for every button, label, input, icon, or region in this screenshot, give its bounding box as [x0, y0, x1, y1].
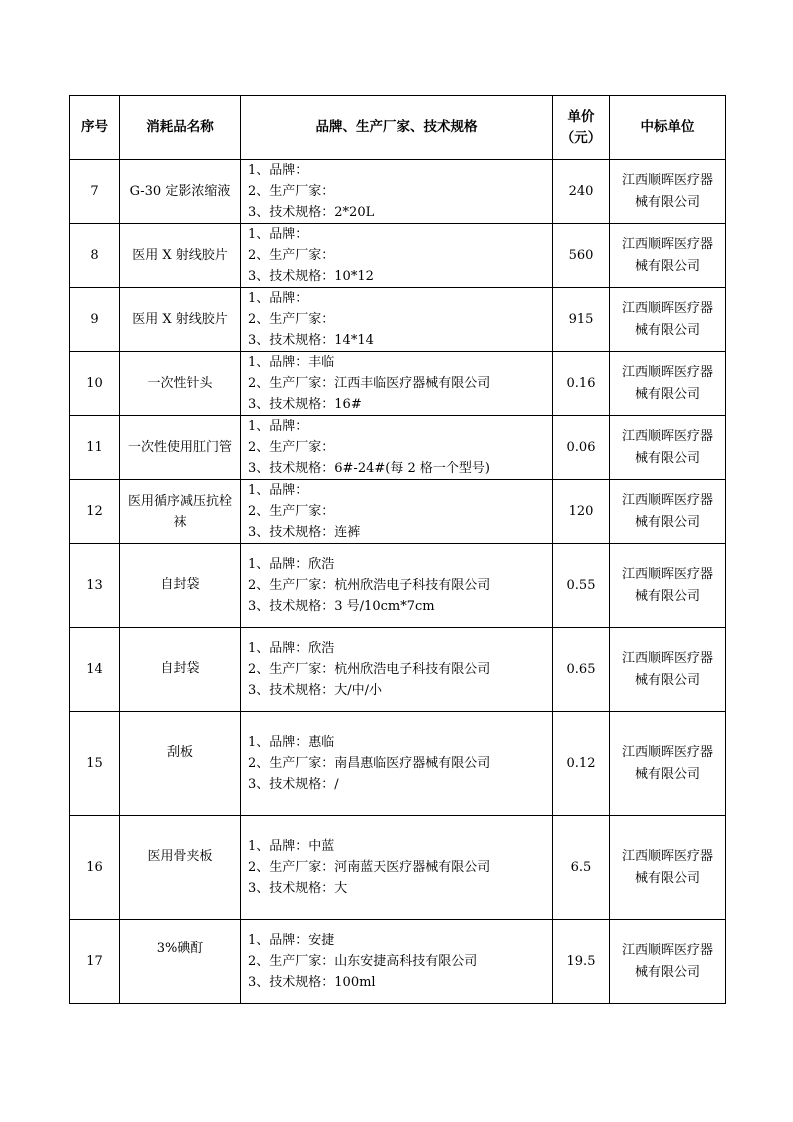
header-spec: 品牌、生产厂家、技术规格: [241, 96, 553, 160]
row-no: 14: [70, 628, 120, 712]
spec-maker: 2、生产厂家：: [248, 504, 335, 519]
spec-brand: 1、品牌：欣浩: [248, 557, 335, 572]
header-row: [70, 96, 726, 160]
spec-maker: 2、生产厂家：: [248, 440, 335, 455]
table-row: [70, 224, 726, 288]
row-spec: [241, 628, 553, 712]
row-price: 6.5: [553, 816, 610, 920]
spec-brand: 1、品牌：中蓝: [248, 839, 335, 854]
spec-brand: 1、品牌：丰临: [248, 355, 335, 370]
row-unit: 江西顺晖医疗器械有限公司: [610, 224, 726, 288]
row-no: 15: [70, 712, 120, 816]
row-name: 一次性使用肛门管: [120, 416, 241, 480]
spec-brand: 1、品牌：欣浩: [248, 641, 335, 656]
row-price: 0.16: [553, 352, 610, 416]
spec-tech: 3、技术规格：14*14: [248, 333, 374, 348]
row-price: 19.5: [553, 920, 610, 1004]
spec-tech: 3、技术规格：大/中/小: [248, 683, 383, 698]
row-no: 16: [70, 816, 120, 920]
spec-tech: 3、技术规格：大: [248, 881, 348, 896]
row-spec: [241, 480, 553, 544]
header-name: 消耗品名称: [120, 96, 241, 160]
row-price: 560: [553, 224, 610, 288]
spec-brand: 1、品牌：: [248, 163, 309, 178]
row-name: 医用骨夹板: [120, 816, 241, 920]
spec-brand: 1、品牌：: [248, 419, 309, 434]
row-name: 医用循序减压抗栓袜: [120, 480, 241, 544]
row-unit: 江西顺晖医疗器械有限公司: [610, 628, 726, 712]
table-row: [70, 160, 726, 224]
row-no: 13: [70, 544, 120, 628]
spec-maker: 2、生产厂家：江西丰临医疗器械有限公司: [248, 376, 491, 391]
row-unit: 江西顺晖医疗器械有限公司: [610, 920, 726, 1004]
row-no: 11: [70, 416, 120, 480]
table-row: [70, 416, 726, 480]
consumables-table: [69, 95, 726, 1004]
spec-tech: 3、技术规格：/: [248, 777, 339, 792]
spec-maker: 2、生产厂家：: [248, 312, 335, 327]
row-no: 8: [70, 224, 120, 288]
row-unit: 江西顺晖医疗器械有限公司: [610, 712, 726, 816]
row-name: 一次性针头: [120, 352, 241, 416]
row-spec: [241, 544, 553, 628]
row-spec: [241, 224, 553, 288]
row-spec: [241, 288, 553, 352]
header-price-line2: （元）: [560, 129, 602, 146]
row-price: 120: [553, 480, 610, 544]
row-name: 自封袋: [120, 628, 241, 712]
row-no: 9: [70, 288, 120, 352]
row-spec: [241, 816, 553, 920]
spec-tech: 3、技术规格：3 号/10cm*7cm: [248, 599, 435, 614]
row-price: 0.65: [553, 628, 610, 712]
row-spec: [241, 920, 553, 1004]
row-unit: 江西顺晖医疗器械有限公司: [610, 160, 726, 224]
row-spec: [241, 712, 553, 816]
spec-maker: 2、生产厂家：杭州欣浩电子科技有限公司: [248, 578, 491, 593]
table-row: [70, 480, 726, 544]
spec-maker: 2、生产厂家：: [248, 184, 335, 199]
header-unit: 中标单位: [610, 96, 726, 160]
table-row: [70, 288, 726, 352]
row-unit: 江西顺晖医疗器械有限公司: [610, 544, 726, 628]
table-row: [70, 712, 726, 816]
spec-maker: 2、生产厂家：山东安捷高科技有限公司: [248, 954, 478, 969]
spec-maker: 2、生产厂家：杭州欣浩电子科技有限公司: [248, 662, 491, 677]
spec-maker: 2、生产厂家：南昌惠临医疗器械有限公司: [248, 756, 491, 771]
row-price: 0.12: [553, 712, 610, 816]
spec-brand: 1、品牌：: [248, 291, 309, 306]
header-price-line1: 单价: [567, 108, 595, 125]
row-spec: [241, 352, 553, 416]
row-unit: 江西顺晖医疗器械有限公司: [610, 816, 726, 920]
spec-tech: 3、技术规格：16#: [248, 397, 362, 412]
row-price: 0.06: [553, 416, 610, 480]
row-no: 12: [70, 480, 120, 544]
row-no: 17: [70, 920, 120, 1004]
spec-maker: 2、生产厂家：: [248, 248, 335, 263]
row-name: 刮板: [120, 712, 241, 816]
row-unit: 江西顺晖医疗器械有限公司: [610, 416, 726, 480]
row-unit: 江西顺晖医疗器械有限公司: [610, 288, 726, 352]
spec-tech: 3、技术规格：100ml: [248, 975, 376, 990]
header-no: 序号: [70, 96, 120, 160]
row-name: 医用 X 射线胶片: [120, 224, 241, 288]
spec-tech: 3、技术规格：6#-24#(每 2 格一个型号): [248, 461, 490, 476]
spec-brand: 1、品牌：惠临: [248, 735, 335, 750]
table-row: [70, 628, 726, 712]
row-name: 3%碘酊: [120, 920, 241, 1004]
row-price: 0.55: [553, 544, 610, 628]
spec-tech: 3、技术规格：2*20L: [248, 205, 375, 220]
spec-brand: 1、品牌：: [248, 227, 309, 242]
row-spec: [241, 416, 553, 480]
row-name: G-30 定影浓缩液: [120, 160, 241, 224]
spec-tech: 3、技术规格：连裤: [248, 525, 361, 540]
table-row: [70, 920, 726, 1004]
row-name: 自封袋: [120, 544, 241, 628]
table-row: [70, 352, 726, 416]
header-price: [553, 96, 610, 160]
row-no: 10: [70, 352, 120, 416]
row-name: 医用 X 射线胶片: [120, 288, 241, 352]
spec-brand: 1、品牌：安捷: [248, 933, 335, 948]
table-row: [70, 816, 726, 920]
row-no: 7: [70, 160, 120, 224]
row-spec: [241, 160, 553, 224]
row-unit: 江西顺晖医疗器械有限公司: [610, 480, 726, 544]
table-row: [70, 544, 726, 628]
row-price: 915: [553, 288, 610, 352]
row-price: 240: [553, 160, 610, 224]
spec-maker: 2、生产厂家：河南蓝天医疗器械有限公司: [248, 860, 491, 875]
spec-tech: 3、技术规格：10*12: [248, 269, 374, 284]
spec-brand: 1、品牌：: [248, 483, 309, 498]
row-unit: 江西顺晖医疗器械有限公司: [610, 352, 726, 416]
